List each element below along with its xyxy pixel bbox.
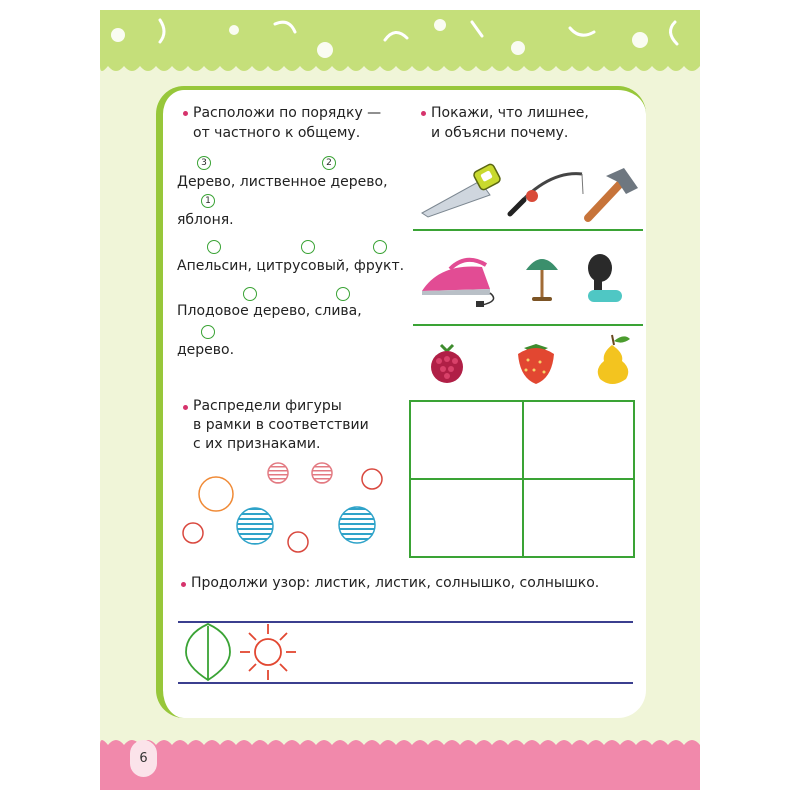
task1-row3b-text: дерево. xyxy=(177,342,235,358)
saw-icon[interactable] xyxy=(420,163,500,218)
task3-bullet xyxy=(183,405,188,410)
small-red-circle[interactable] xyxy=(288,532,308,552)
row-divider xyxy=(413,229,643,231)
writing-line-bottom xyxy=(178,682,633,684)
large-striped-blue-circle[interactable] xyxy=(339,507,375,543)
task2-bullet xyxy=(421,111,426,116)
task3-instruction-line2: в рамки в соответствии xyxy=(193,417,369,433)
iron-icon[interactable] xyxy=(420,255,510,310)
task3-instruction-line3: с их признаками. xyxy=(193,436,321,452)
order-circle-empty[interactable] xyxy=(373,240,387,254)
task1-row1-text: Дерево, лиственное дерево, xyxy=(177,174,388,190)
task4-instruction: Продолжи узор: листик, листик, солнышко, солнышко. xyxy=(191,575,600,591)
order-circle-empty[interactable] xyxy=(201,325,215,339)
task1-row2-text: Апельсин, цитрусовый, фрукт. xyxy=(177,258,405,274)
bottom-scallop-edge xyxy=(100,735,700,751)
large-orange-circle[interactable] xyxy=(199,477,233,511)
small-red-circle[interactable] xyxy=(362,469,382,489)
hammer-icon[interactable] xyxy=(582,166,642,226)
task4-bullet xyxy=(181,582,186,587)
lamp-icon[interactable] xyxy=(522,250,562,305)
grid-divider-horizontal xyxy=(411,478,633,480)
small-striped-pink-circle[interactable] xyxy=(268,463,288,483)
leaf-icon xyxy=(182,622,238,682)
order-circle[interactable]: 2 xyxy=(322,156,336,170)
hair-dryer-icon[interactable] xyxy=(584,250,634,305)
small-red-circle[interactable] xyxy=(183,523,203,543)
order-circle[interactable]: 3 xyxy=(197,156,211,170)
order-circle-empty[interactable] xyxy=(243,287,257,301)
task1-row1b-text: яблоня. xyxy=(177,212,234,228)
order-circle[interactable]: 1 xyxy=(201,194,215,208)
strawberry-icon[interactable] xyxy=(514,338,558,386)
task2-instruction-line1: Покажи, что лишнее, xyxy=(431,105,589,121)
task3-instruction-line1: Распредели фигуры xyxy=(193,398,342,414)
order-circle-empty[interactable] xyxy=(336,287,350,301)
task1-bullet xyxy=(183,111,188,116)
pear-icon[interactable] xyxy=(592,331,636,386)
page-number: 6 xyxy=(130,740,157,777)
row-divider xyxy=(413,324,643,326)
shapes-group xyxy=(178,458,398,558)
task2-instruction-line2: и объясни почему. xyxy=(431,125,569,141)
sun-icon xyxy=(236,622,302,682)
sorting-frame-grid xyxy=(409,400,635,558)
top-doodles xyxy=(100,10,700,65)
fishing-rod-icon[interactable] xyxy=(506,168,586,223)
order-circle-empty[interactable] xyxy=(301,240,315,254)
task1-row3-text: Плодовое дерево, слива, xyxy=(177,303,362,319)
raspberry-icon[interactable] xyxy=(427,341,467,386)
large-striped-blue-circle[interactable] xyxy=(237,508,273,544)
small-striped-pink-circle[interactable] xyxy=(312,463,332,483)
task1-instruction-line2: от частного к общему. xyxy=(193,125,361,141)
bottom-decor-band xyxy=(100,747,700,790)
order-circle-empty[interactable] xyxy=(207,240,221,254)
task1-instruction-line1: Расположи по порядку — xyxy=(193,105,382,121)
